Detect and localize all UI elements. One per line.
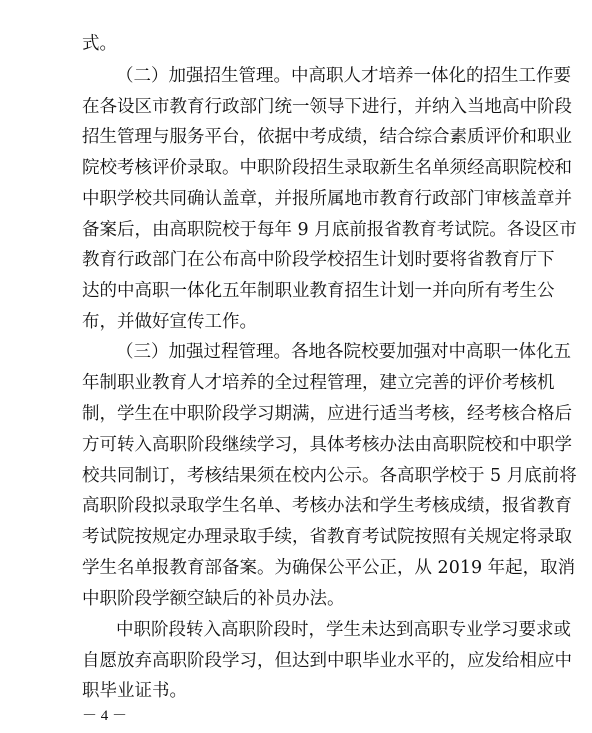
text-line: 中职学校共同确认盖章，并报所属地市教育行政部门审核盖章并 xyxy=(82,189,572,209)
text-line: 校共同制订，考核结果须在校内公示。各高职学校于 5 月底前将 xyxy=(82,466,577,486)
text-line: 教育行政部门在公布高中阶段学校招生计划时要将省教育厅下 xyxy=(82,250,555,270)
text-line: 年制职业教育人才培养的全过程管理，建立完善的评价考核机 xyxy=(82,373,555,393)
text-line: （三）加强过程管理。各地各院校要加强对中高职一体化五 xyxy=(116,342,571,362)
text-line: 达的中高职一体化五年制职业教育招生计划一并向所有考生公 xyxy=(82,281,555,301)
text-line: 布，并做好宣传工作。 xyxy=(82,312,257,332)
text-line: 制，学生在中职阶段学习期满，应进行适当考核，经考核合格后 xyxy=(82,404,572,424)
text-line: 招生管理与服务平台，依据中考成绩，结合综合素质评价和职业 xyxy=(82,127,572,147)
text-line: 备案后，由高职院校于每年 9 月底前报省教育考试院。各设区市 xyxy=(82,220,577,240)
text-line: 学生名单报教育部备案。为确保公平公正，从 2019 年起，取消 xyxy=(82,558,576,578)
text-line: 式。 xyxy=(82,34,117,54)
text-line: 高职阶段拟录取学生名单、考核办法和学生考核成绩，报省教育 xyxy=(82,496,572,516)
page-number: － 4 － xyxy=(82,708,128,724)
text-line: 自愿放弃高职阶段学习，但达到中职毕业水平的，应发给相应中 xyxy=(82,651,572,671)
text-line: 职毕业证书。 xyxy=(82,681,187,701)
text-line: 考试院按规定办理录取手续，省教育考试院按照有关规定将录取 xyxy=(82,527,572,547)
text-line: 在各设区市教育行政部门统一领导下进行，并纳入当地高中阶段 xyxy=(82,97,572,117)
text-line: （二）加强招生管理。中高职人才培养一体化的招生工作要 xyxy=(116,66,571,86)
text-line: 方可转入高职阶段继续学习，具体考核办法由高职院校和中职学 xyxy=(82,435,572,455)
text-line: 院校考核评价录取。中职阶段招生录取新生名单须经高职院校和 xyxy=(82,158,572,178)
text-line: 中职阶段学额空缺后的补员办法。 xyxy=(82,589,345,609)
text-line: 中职阶段转入高职阶段时，学生未达到高职专业学习要求或 xyxy=(116,620,571,640)
